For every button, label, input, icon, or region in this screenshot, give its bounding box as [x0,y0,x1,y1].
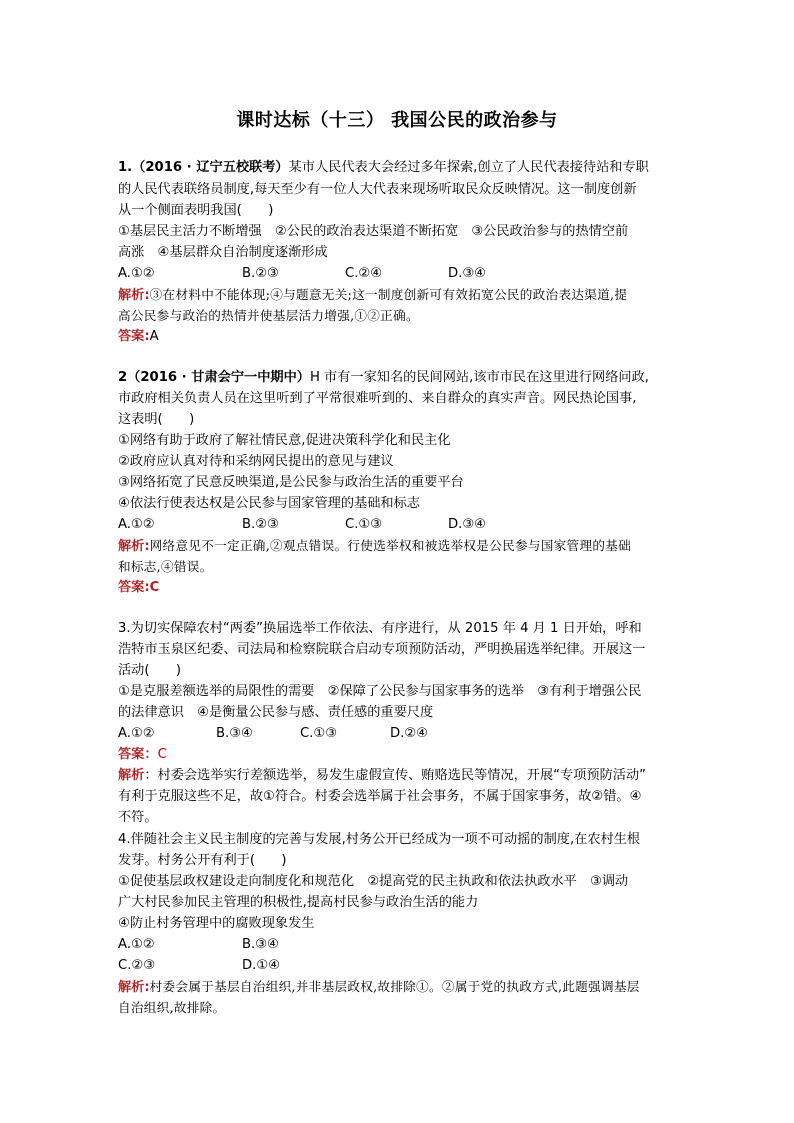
q2-stem-line-2: 市政府相关负责人员在这里听到了平常很难听到的、来自群众的真实声音。网民热论国事, [118,391,637,406]
q3-option-c: C.①③ [300,726,338,741]
q3-analysis-line-1 [118,766,646,786]
q2-item-2: ②政府应认真对待和采纳网民提出的意见与建议 [118,454,394,469]
q3-option-d: D.②④ [390,726,428,741]
q3-analysis-line-3: 不符。 [118,810,158,825]
q3-items-line-1: ①是克服差额选举的局限性的需要 ②保障了公民参与国家事务的选举 ③有利于增强公民 [118,684,642,699]
q4-items-line-3: ④防止村务管理中的腐败现象发生 [118,916,315,931]
q2-stem-line-3: 这表明( ) [118,412,195,427]
q3-stem-line-1: 3.为切实保障农村“两委”换届选举工作依法、有序进行，从 2015 年 4 月 1 日开始，呼和 [118,621,642,636]
q4-option-a: A.①② [118,937,155,952]
q2-stem-line-1 [118,368,649,388]
q3-answer-label: 答案： [118,747,158,762]
q2-analysis-line-1 [118,536,631,557]
q1-option-a: A.①② [118,266,155,281]
q4-option-d: D.①④ [242,958,280,973]
q4-stem-line-1: 4.伴随社会主义民主制度的完善与发展,村务公开已经成为一项不可动摇的制度,在农村生根 [118,832,641,847]
q3-stem-line-2: 浩特市玉泉区纪委、司法局和检察院联合启动专项预防活动，严明换届选举纪律。开展这一 [118,642,646,657]
q4-analysis-label: 解析: [118,980,150,995]
page-title: 课时达标（十三） 我国公民的政治参与 [236,110,558,131]
q2-analysis-label: 解析: [118,539,150,554]
q1-analysis-line-2: 高公民参与政治的热情并使基层活力增强,①②正确。 [118,308,419,323]
q3-answer-line [118,745,167,765]
q3-answer: C [157,747,167,762]
q1-stem-line-3: 从一个侧面表明我国( ) [118,203,274,218]
q3-analysis-1: ：村委会选举实行差额选举，易发生虚假宣传、贿赂选民等情况，开展“专项预防活动” [144,768,646,783]
q4-option-b: B.③④ [242,937,279,952]
q2-option-c: C.①③ [345,517,383,532]
q2-analysis-1: 网络意见不一定正确,②观点错误。行使选举权和被选举权是公民参与国家管理的基础 [149,538,632,553]
q1-answer-label: 答案: [118,329,150,344]
q1-option-d: D.③④ [448,266,486,281]
q1-answer-line [118,327,159,347]
q1-stem-1: 某市人民代表大会经过多年探索,创立了人民代表接待站和专职 [288,160,649,175]
q1-items-line-2: 高涨 ④基层群众自治制度逐渐形成 [118,245,328,260]
q2-option-b: B.②③ [242,517,279,532]
q2-source: 2（2016 · 甘肃会宁一中期中） [118,370,310,385]
q2-answer-label: 答案: [118,580,150,595]
q2-answer: C [149,580,160,595]
q2-item-3: ③网络拓宽了民意反映渠道,是公民参与政治生活的重要平台 [118,475,464,490]
q3-option-b: B.③④ [216,726,253,741]
q4-analysis-1: 村委会属于基层自治组织,并非基层政权,故排除①。②属于党的执政方式,此题强调基层 [149,979,640,994]
q1-option-c: C.②④ [345,266,383,281]
q1-items-line-1: ①基层民主活力不断增强 ②公民的政治表达渠道不断拓宽 ③公民政治参与的热情空前 [118,224,629,239]
q2-analysis-line-2: 和标志,④错误。 [118,559,213,574]
q2-option-d: D.③④ [448,517,486,532]
q3-option-a: A.①② [118,726,155,741]
q1-option-b: B.②③ [242,266,279,281]
q4-items-line-1: ①促使基层政权建设走向制度化和规范化 ②提高党的民主执政和依法执政水平 ③调动 [118,874,629,889]
q1-analysis-1: ③在材料中不能体现;④与题意无关;这一制度创新可有效拓宽公民的政治表达渠道,提 [149,287,628,302]
q4-analysis-line-2: 自治组织,故排除。 [118,1000,226,1015]
q4-stem-line-2: 发芽。村务公开有利于( ) [118,853,287,868]
q2-item-4: ④依法行使表达权是公民参与国家管理的基础和标志 [118,496,420,511]
q3-items-line-2: 的法律意识 ④是衡量公民参与感、责任感的重要尺度 [118,705,434,720]
q1-stem-line-2: 的人民代表联络员制度,每天至少有一位人大代表来现场听取民众反映情况。这一制度创新 [118,182,637,197]
q2-stem-1: H 市有一家知名的民间网站,该市市民在这里进行网络问政, [309,370,649,385]
q1-analysis-line-1 [118,285,627,306]
q2-answer-line [118,578,159,598]
q3-analysis-label: 解析 [118,768,145,783]
q1-analysis-label: 解析: [118,288,150,303]
q4-items-line-2: 广大村民参加民主管理的积极性,提高村民参与政治生活的能力 [118,895,479,910]
q1-stem-line-1 [118,158,649,178]
q2-option-a: A.①② [118,517,155,532]
q3-analysis-line-2: 有利于克服这些不足，故①符合。村委会选举属于社会事务，不属于国家事务，故②错。④ [118,789,642,804]
q1-answer: A [149,329,159,344]
q2-item-1: ①网络有助于政府了解社情民意,促进决策科学化和民主化 [118,433,451,448]
q4-analysis-line-1 [118,977,640,998]
q1-source: 1.（2016 · 辽宁五校联考） [118,160,289,175]
q4-option-c: C.②③ [118,958,156,973]
q3-stem-line-3: 活动( ) [118,663,182,678]
